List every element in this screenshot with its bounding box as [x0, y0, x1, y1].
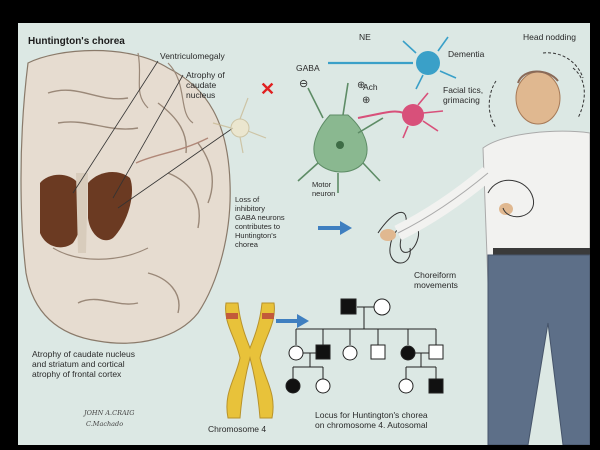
label-atrophy-caudate: Atrophy of caudate nucleus: [186, 70, 225, 100]
label-motor-neuron: Motor neuron: [312, 180, 336, 198]
label-ne: NE: [359, 32, 371, 42]
chromosome-caption: Chromosome 4: [208, 424, 267, 434]
label-ventriculomegaly: Ventriculomegaly: [160, 51, 225, 61]
label-gaba: GABA: [296, 63, 320, 73]
diagram-title: Huntington's chorea: [28, 36, 125, 47]
label-head-nodding: Head nodding: [523, 32, 576, 42]
plus-sign-ne: ⊕: [357, 80, 366, 91]
minus-sign-gaba: ⊖: [299, 78, 309, 90]
label-facial-tics: Facial tics, grimacing: [443, 85, 484, 105]
ach-neuron: [358, 93, 443, 138]
label-choreiform: Choreiform movements: [414, 270, 458, 290]
label-ach: Ach: [363, 82, 378, 92]
brain-caption: Atrophy of caudate nucleus and striatum and cortical atrophy of frontal cortex: [32, 349, 136, 379]
artist-signature-2: C.Machado: [86, 420, 124, 428]
chromosome-4: [226, 303, 275, 418]
label-loss-gaba: Loss of inhibitory GABA neurons contributes to Huntington's chorea: [235, 195, 285, 249]
diagram-panel: [18, 23, 590, 445]
artist-signature-1: JOHN A.CRAIG: [84, 409, 135, 417]
pedigree-chart: [286, 299, 443, 393]
label-dementia: Dementia: [448, 49, 485, 59]
plus-sign-ach: ⊕: [362, 95, 371, 106]
pedigree-caption: Locus for Huntington's chorea on chromosome 4. Autosomal: [315, 410, 428, 430]
cross-mark: ✕: [260, 79, 276, 99]
ne-neuron: [328, 37, 456, 89]
